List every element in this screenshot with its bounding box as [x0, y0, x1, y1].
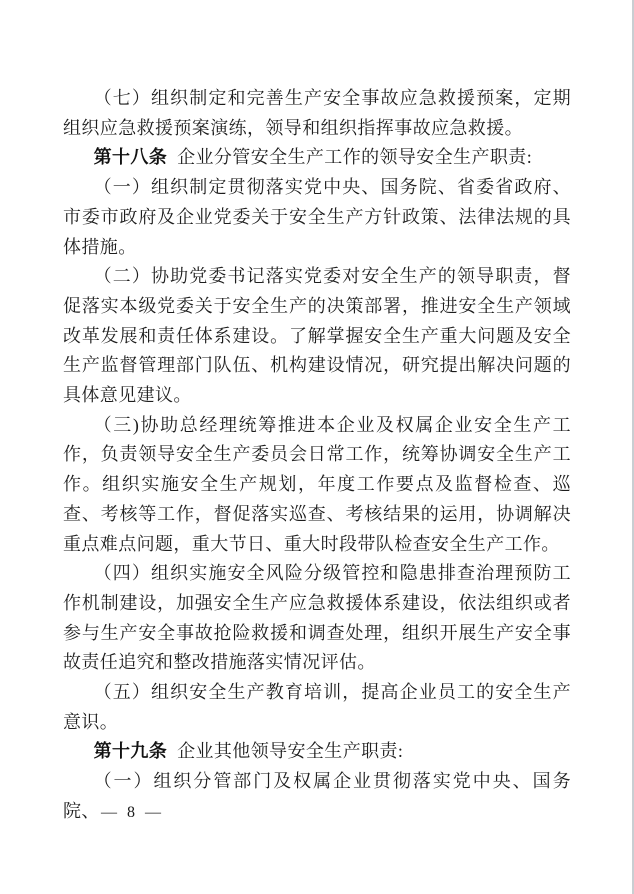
- article-heading-19: [63, 737, 571, 767]
- article-number: 第十八条: [93, 147, 168, 168]
- paragraph-item-5: （五）组织安全生产教育培训，提高企业员工的安全生产意识。: [63, 682, 571, 732]
- paragraph-item-1-continued: （一）组织分管部门及权属企业贯彻落实党中央、国务院、: [63, 771, 571, 821]
- paragraph-item-4: （四）组织实施安全风险分级管控和隐患排查治理预防工作机制建设，加强安全生产应急救援体系建设，依法组织或者参与生产安全事故抢险救援和调查处理，组织开展生产安全事故责任追究和整改措施落实情况评估。: [63, 563, 571, 673]
- article-title: 企业分管安全生产工作的领导安全生产职责:: [177, 147, 533, 168]
- paragraph-item-3: （三)协助总经理统筹推进本企业及权属企业安全生产工作，负责领导安全生产委员会日常工作，统筹协调安全生产工作。组织实施安全生产规划，年度工作要点及监督检查、巡查、考核等工作，督促落实巡查、考核结果的运用，协调解决重点难点问题，重大节日、重大时段带队检查安全生产工作。: [63, 414, 571, 554]
- article-number: 第十九条: [93, 741, 168, 762]
- paragraph-item-2: （二）协助党委书记落实党委对安全生产的领导职责，督促落实本级党委关于安全生产的决策部署，推进安全生产领域改革发展和责任体系建设。了解掌握安全生产重大问题及安全生产监督管理部门队伍、机构建设情况，研究提出解决问题的具体意见建议。: [63, 266, 571, 406]
- paragraph-item-1: （一）组织制定贯彻落实党中央、国务院、省委省政府、市委市政府及企业党委关于安全生产方针政策、法律法规的具体措施。: [63, 177, 571, 257]
- paragraph-item-7: （七）组织制定和完善生产安全事故应急救援预案，定期组织应急救援预案演练，领导和组织指挥事故应急救援。: [63, 88, 571, 138]
- article-title: 企业其他领导安全生产职责:: [177, 741, 404, 762]
- document-body: [63, 84, 571, 827]
- page-number: — 8 —: [101, 804, 164, 821]
- article-heading-18: [63, 143, 571, 173]
